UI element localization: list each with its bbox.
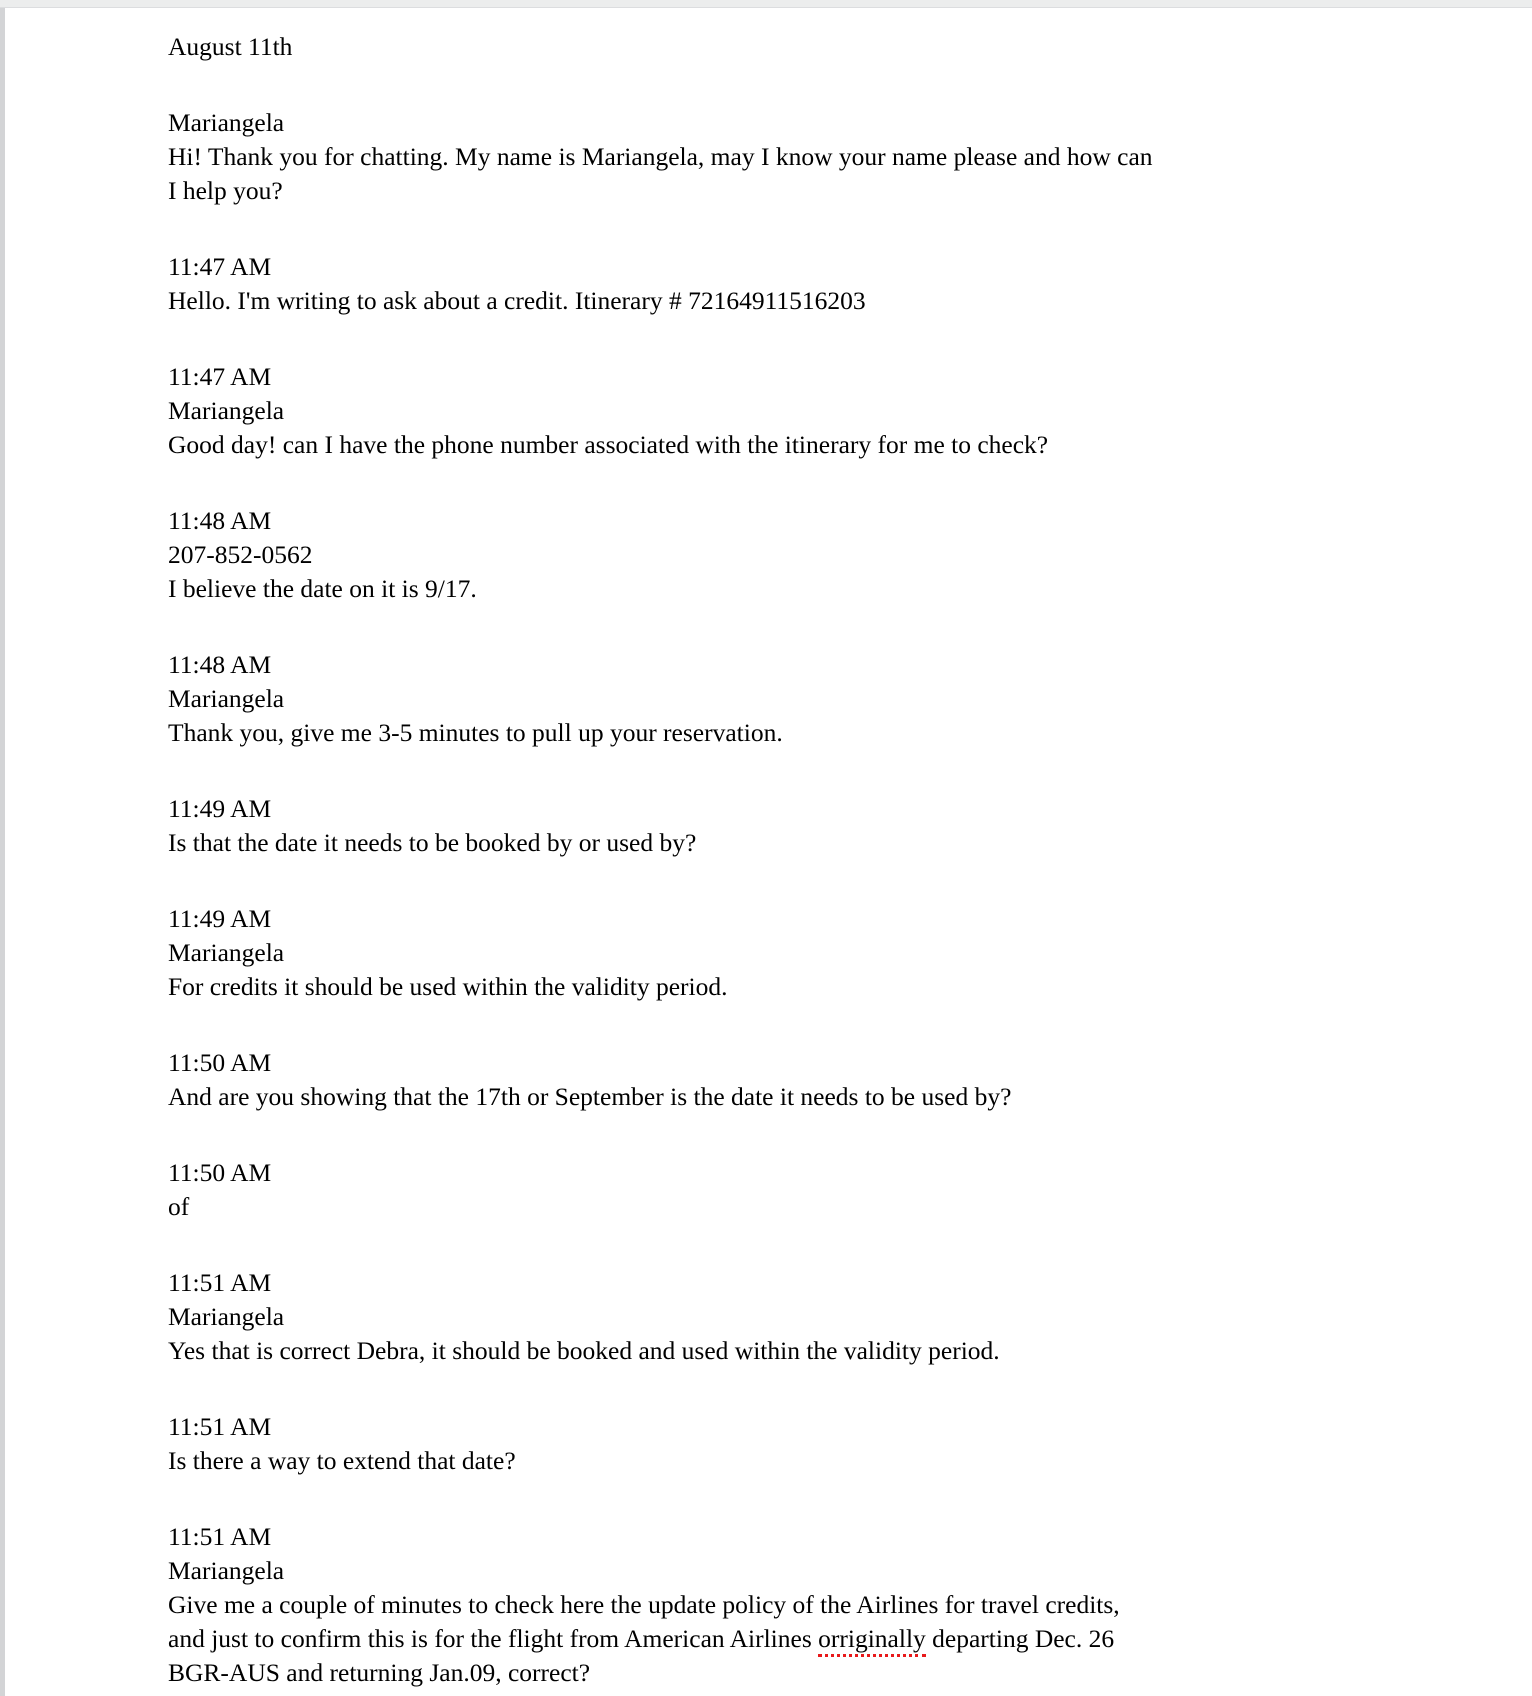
chat-message [168,106,1432,208]
chat-message [168,360,1432,462]
message-text-line: I believe the date on it is 9/17. [168,574,477,603]
transcript-date-header: August 11th [168,32,293,61]
chat-message [168,1410,1432,1478]
message-sender: Mariangela [168,396,285,425]
chat-message [168,902,1432,1004]
message-text-line: Give me a couple of minutes to check here the update policy of the Airlines for travel credits, [168,1590,1120,1619]
message-sender: Mariangela [168,938,285,967]
chat-message [168,1520,1432,1690]
spellcheck-misspelled-word[interactable]: orriginally [818,1624,926,1657]
message-sender: Mariangela [168,108,285,137]
message-timestamp: 11:50 AM [168,1048,272,1077]
message-text-line: I help you? [168,176,283,205]
chat-message [168,1156,1432,1224]
document-page [5,8,1532,1696]
message-text-line: Is there a way to extend that date? [168,1446,516,1475]
message-text-line: and just to confirm this is for the flight from American Airlines orriginally departing Dec. 26 [168,1622,1432,1656]
chat-message [168,792,1432,860]
chat-message [168,1046,1432,1114]
message-sender: Mariangela [168,684,285,713]
chat-message [168,648,1432,750]
chat-message [168,250,1432,318]
chat-message [168,1266,1432,1368]
message-timestamp: 11:51 AM [168,1522,272,1551]
message-timestamp: 11:49 AM [168,904,272,933]
message-timestamp: 11:48 AM [168,650,272,679]
message-text-line: Thank you, give me 3-5 minutes to pull up your reservation. [168,718,783,747]
message-text-line: BGR-AUS and returning Jan.09, correct? [168,1658,591,1687]
message-text-line: Yes that is correct Debra, it should be booked and used within the validity period. [168,1336,1000,1365]
message-text-line: Is that the date it needs to be booked by or used by? [168,828,697,857]
message-text-line: And are you showing that the 17th or September is the date it needs to be used by? [168,1082,1012,1111]
chat-message [168,504,1432,606]
message-timestamp: 11:47 AM [168,252,272,281]
message-text-line: Hi! Thank you for chatting. My name is Mariangela, may I know your name please and how can [168,142,1153,171]
message-text-line: For credits it should be used within the validity period. [168,972,728,1001]
message-timestamp: 11:48 AM [168,506,272,535]
message-timestamp: 11:47 AM [168,362,272,391]
message-timestamp: 11:50 AM [168,1158,272,1187]
message-text-line: 207-852-0562 [168,540,313,569]
message-timestamp: 11:49 AM [168,794,272,823]
message-list [168,106,1432,1690]
message-text-line: Hello. I'm writing to ask about a credit. Itinerary # 72164911516203 [168,286,866,315]
message-sender: Mariangela [168,1556,285,1585]
window-top-chrome-strip [0,0,1532,8]
message-sender: Mariangela [168,1302,285,1331]
message-text-line: of [168,1192,190,1221]
message-timestamp: 11:51 AM [168,1268,272,1297]
message-text-line: Good day! can I have the phone number associated with the itinerary for me to check? [168,430,1049,459]
message-timestamp: 11:51 AM [168,1412,272,1441]
chat-transcript [168,30,1432,1690]
